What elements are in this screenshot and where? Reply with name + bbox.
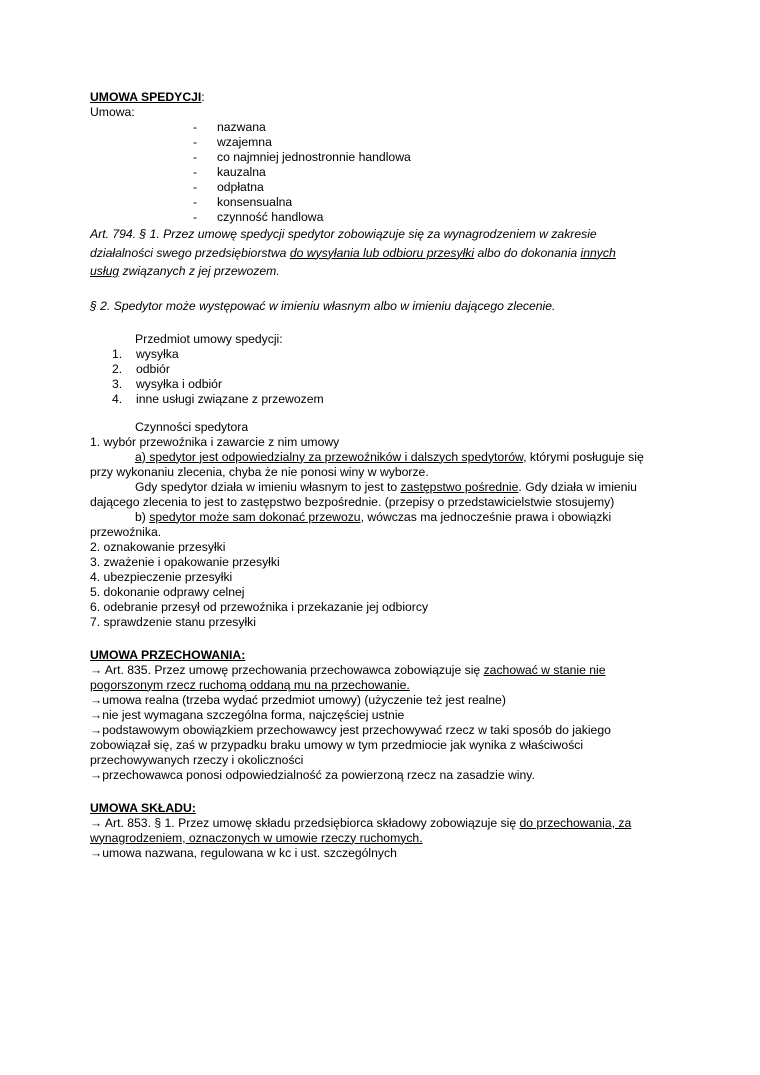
list-item: - wzajemna [193, 135, 272, 149]
list-item: 3. zważenie i opakowanie przesyłki [90, 554, 280, 569]
czynnosc-1: 1. wybór przewoźnika i zawarcie z nim umowy [90, 434, 340, 449]
list-item: 3. wysyłka i odbiór [112, 376, 223, 391]
list-item: 4. ubezpieczenie przesyłki [90, 569, 233, 584]
list-item: 2. oznakowanie przesyłki [90, 539, 226, 554]
spedycja-heading-line: UMOWA SPEDYCJI: [90, 90, 205, 104]
czynnosci-title: Czynności spedytora [135, 419, 249, 434]
przedmiot-list [112, 347, 680, 407]
list-item: 5. dokonanie odprawy celnej [90, 584, 245, 599]
cechy-list [193, 120, 680, 225]
list-item: - kauzalna [193, 165, 266, 179]
list-item: - nazwana [193, 120, 266, 134]
list-item: - czynność handlowa [193, 210, 324, 224]
list-item: 1. wysyłka [112, 346, 179, 361]
list-item: 2. odbiór [112, 361, 170, 376]
list-item: - odpłatna [193, 180, 264, 194]
list-item: 4. inne usługi związane z przewozem [112, 391, 324, 406]
list-item: - konsensualna [193, 195, 293, 209]
art794-paragraph: Art. 794. § 1. Przez umowę spedycji spedytor zobowiązuje się za wynagrodzeniem w zakresie działalności swego przedsiębiorstwa do wysyłania lub odbioru przesyłki albo do dokonania innych usług związanych z jej przewozem. [90, 227, 616, 278]
przedmiot-title: Przedmiot umowy spedycji: [135, 331, 283, 346]
spedycja-heading: UMOWA SPEDYCJI [90, 90, 202, 104]
list-item: - co najmniej jednostronnie handlowa [193, 150, 411, 164]
przechowanie-heading: UMOWA PRZECHOWANIA: [90, 647, 246, 662]
sklad-heading: UMOWA SKŁADU: [90, 800, 196, 815]
list-item: 7. sprawdzenie stanu przesyłki [90, 614, 256, 629]
document-page: UMOWA SPEDYCJI: Umowa: - nazwana - wzajemna - co najmniej jednostronnie handlowa - kauzalna - odpłatna - konsensualna - czynność handlowa Art. 794. § 1. Przez umowę spedycji spedytor zobowiązuje się za wynagrodzeniem w zakresie działalności swego przedsiębiorstwa do wysyłania lub odbioru przesyłki albo do dokonania innych usług związanych z jej przewozem. § 2. Spedytor może występować w imieniu własnym albo w imieniu dającego zlecenie. Przedmiot umowy spedycji: 1. wysyłka 2. odbiór 3. wysyłka i odbiór 4. inne usługi związane z przewozem Czynności spedytora 1. wybór przewoźnika i zawarcie z nim umowy a) spedytor jest odpowiedzialny za przewoźników i dalszych spedytorów, którymi posługuje się przy wykonaniu zlecenia, chyba że nie ponosi winy w wyborze. Gdy spedytor działa w imieniu własnym to jest to zastępstwo pośrednie. Gdy działa w imieniu dającego zlecenia to jest to zastępstwo bezpośrednie. (przepisy o przedstawicielstwie stosujemy) b) spedytor może sam dokonać przewozu, wówczas ma jednocześnie prawa i obowiązki przewoźnika. 2. oznakowanie przesyłki 3. zważenie i opakowanie przesyłki 4. ubezpieczenie przesyłki 5. dokonanie odprawy celnej 6. odebranie przesył od przewoźnika i przekazanie jej odbiorcy 7. sprawdzenie stanu przesyłki UMOWA PRZECHOWANIA: → Art. 835. Przez umowę przechowania przechowawca zobowiązuje się zachować w stanie nie pogorszonym rzecz ruchomą oddaną mu na przechowanie. →umowa realna (trzeba wydać przedmiot umowy) (użyczenie też jest realne) →nie jest wymagana szczególna forma, najczęściej ustnie →podstawowym obowiązkiem przechowawcy jest przechowywać rzecz w taki sposób do jakiego zobowiązał się, zaś w przypadku braku umowy w tym przedmiocie jak wynika z właściwości przechowywanych rzeczy i okoliczności →przechowawca ponosi odpowiedzialność za powierzoną rzecz na zasadzie winy. UMOWA SKŁADU: → Art. 853. § 1. Przez umowę składu przedsiębiorca składowy zobowiązuje się do przechowania, za wynagrodzeniem, oznaczonych w umowie rzeczy ruchomych. →umowa nazwana, regulowana w kc i ust. szczególnych [90, 90, 680, 861]
umowa-label: Umowa: [90, 105, 135, 119]
par2-paragraph: § 2. Spedytor może występować w imieniu własnym albo w imieniu dającego zlecenie. [90, 298, 556, 313]
list-item: 6. odebranie przesył od przewoźnika i przekazanie jej odbiorcy [90, 599, 429, 614]
